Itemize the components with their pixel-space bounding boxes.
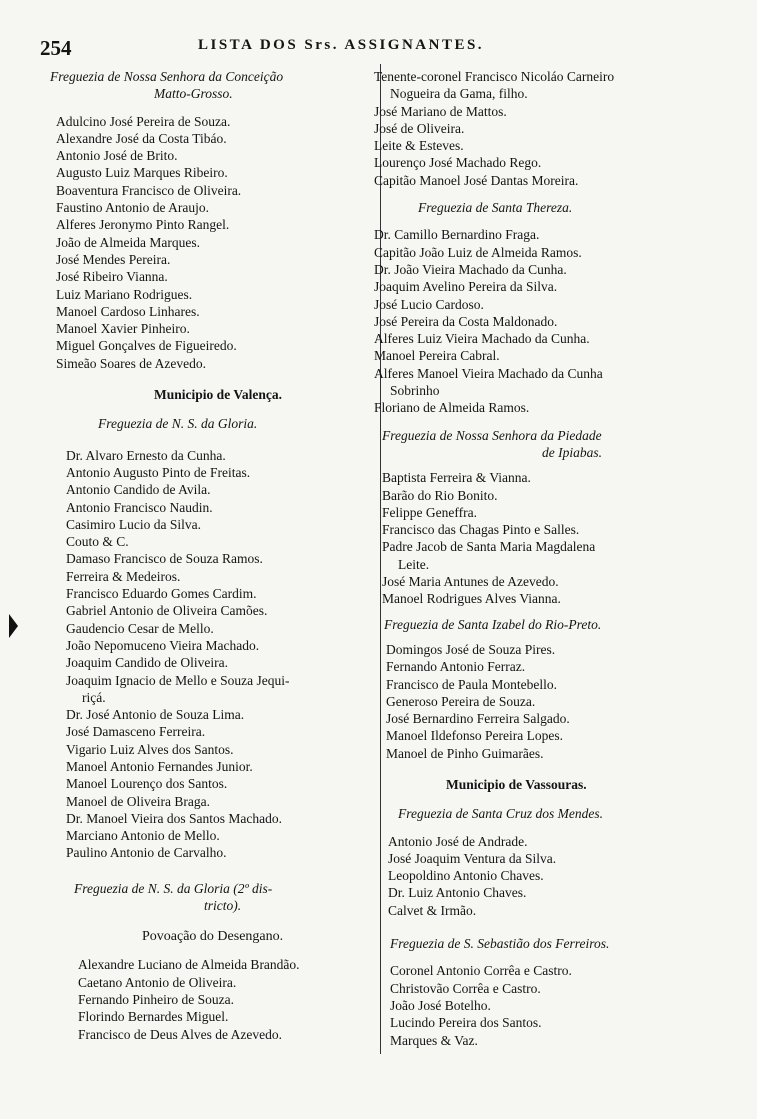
- subscriber-entry: Capitão Manoel José Dantas Moreira.: [374, 172, 579, 188]
- section-title: Freguezia de Nossa Senhora da Piedade: [382, 427, 602, 443]
- page-number: 254: [40, 36, 72, 60]
- subscriber-entry: José Mendes Pereira.: [56, 251, 171, 267]
- povoacao-heading: Povoação do Desengano.: [142, 929, 284, 945]
- subscriber-entry: Caetano Antonio de Oliveira.: [78, 974, 237, 990]
- subscriber-entry: Manoel de Pinho Guimarães.: [386, 745, 544, 761]
- subscriber-entry: Gabriel Antonio de Oliveira Camões.: [66, 603, 268, 619]
- subscriber-entry: Domingos José de Souza Pires.: [386, 641, 556, 657]
- section-title-cont: de Ipiabas.: [542, 444, 602, 460]
- subscriber-entry: Joaquim Candido de Oliveira.: [66, 655, 228, 671]
- subscriber-entry: Fernando Pinheiro de Souza.: [78, 991, 234, 1007]
- subscriber-entry: Fernando Antonio Ferraz.: [386, 659, 526, 675]
- section-title: Freguezia de N. S. da Gloria (2º dis-: [74, 880, 273, 896]
- subscriber-entry: Manoel Ildefonso Pereira Lopes.: [386, 728, 563, 744]
- subscriber-entry: José Mariano de Mattos.: [374, 103, 507, 119]
- subscriber-entry: Luiz Mariano Rodrigues.: [56, 286, 193, 302]
- margin-marker: [9, 614, 18, 638]
- subscriber-entry: José Ribeiro Vianna.: [56, 269, 168, 285]
- subscriber-entry: Dr. Manoel Vieira dos Santos Machado.: [66, 810, 283, 826]
- subscriber-entry: Leite.: [398, 556, 430, 572]
- subscriber-entry: Leite & Esteves.: [374, 138, 464, 154]
- subscriber-entry: Dr. Camillo Bernardino Fraga.: [374, 227, 540, 243]
- subscriber-entry: Dr. João Vieira Machado da Cunha.: [374, 261, 567, 277]
- subscriber-entry: Tenente-coronel Francisco Nicoláo Carneiro: [374, 69, 615, 84]
- subscriber-entry: Marques & Vaz.: [390, 1032, 478, 1048]
- name-list: [374, 226, 704, 416]
- subscriber-entry: José Bernardino Ferreira Salgado.: [386, 711, 570, 727]
- subscriber-entry: Gaudencio Cesar de Mello.: [66, 620, 214, 636]
- subscriber-entry: riçá.: [82, 689, 106, 705]
- subscriber-entry: João Nepomuceno Vieira Machado.: [66, 637, 260, 653]
- subscriber-entry: Dr. Luiz Antonio Chaves.: [388, 885, 527, 901]
- subscriber-entry: Manoel Antonio Fernandes Junior.: [66, 758, 253, 774]
- section-title: Freguezia de Nossa Senhora da Conceição: [50, 69, 284, 84]
- subscriber-entry: Leopoldino Antonio Chaves.: [388, 868, 544, 884]
- municipio-heading: Municipio de Vassouras.: [446, 776, 587, 792]
- subscriber-entry: Manoel Rodrigues Alves Vianna.: [382, 591, 561, 607]
- subscriber-entry: Marciano Antonio de Mello.: [66, 828, 220, 844]
- subscriber-entry: Baptista Ferreira & Vianna.: [382, 470, 531, 486]
- subscriber-entry: Antonio Francisco Naudin.: [66, 499, 213, 515]
- subscriber-entry: Francisco de Paula Montebello.: [386, 676, 557, 692]
- subscriber-entry: Florindo Bernardes Miguel.: [78, 1009, 229, 1025]
- subscriber-entry: Ferreira & Medeiros.: [66, 568, 181, 584]
- subscriber-entry: Manoel Lourenço dos Santos.: [66, 776, 228, 792]
- subscriber-entry: Generoso Pereira de Souza.: [386, 693, 536, 709]
- subscriber-entry: João de Almeida Marques.: [56, 234, 200, 250]
- subscriber-entry: Paulino Antonio de Carvalho.: [66, 845, 227, 861]
- section-title-cont: tricto).: [204, 898, 242, 914]
- subscriber-entry: Nogueira da Gama, filho.: [390, 86, 528, 102]
- subscriber-entry: Christovão Corrêa e Castro.: [390, 980, 541, 996]
- section-title: Freguezia de Santa Cruz dos Mendes.: [398, 806, 603, 822]
- left-column: [50, 68, 380, 1043]
- subscriber-entry: José Maria Antunes de Azevedo.: [382, 574, 559, 590]
- subscriber-entry: Francisco de Deus Alves de Azevedo.: [78, 1026, 282, 1042]
- subscriber-entry: Manoel de Oliveira Braga.: [66, 793, 210, 809]
- subscriber-entry: Alferes Jeronymo Pinto Rangel.: [56, 217, 230, 233]
- section-title: Freguezia de Santa Izabel do Rio-Preto.: [384, 616, 602, 632]
- subscriber-entry: Lucindo Pereira dos Santos.: [390, 1015, 542, 1031]
- subscriber-entry: Dr. José Antonio de Souza Lima.: [66, 707, 245, 723]
- section-title: Freguezia de Santa Thereza.: [418, 200, 573, 216]
- subscriber-entry: Antonio José de Brito.: [56, 148, 178, 164]
- subscriber-entry: Manoel Pereira Cabral.: [374, 348, 500, 364]
- subscriber-entry: José Pereira da Costa Maldonado.: [374, 313, 558, 329]
- name-list: [56, 113, 380, 372]
- subscriber-entry: Alferes Luiz Vieira Machado da Cunha.: [374, 331, 590, 347]
- subscriber-entry: Dr. Alvaro Ernesto da Cunha.: [66, 447, 226, 463]
- subscriber-entry: Casimiro Lucio da Silva.: [66, 516, 201, 532]
- name-list: [374, 833, 704, 919]
- subscriber-entry: Antonio Candido de Avila.: [66, 482, 211, 498]
- municipio-heading: Municipio de Valença.: [154, 387, 282, 403]
- subscriber-entry: Sobrinho: [390, 383, 440, 399]
- subscriber-entry: José Lucio Cardoso.: [374, 296, 484, 312]
- subscriber-entry: Faustino Antonio de Araujo.: [56, 200, 209, 216]
- subscriber-entry: Coronel Antonio Corrêa e Castro.: [390, 963, 572, 979]
- subscriber-entry: Felippe Geneffra.: [382, 504, 477, 520]
- subscriber-entry: Vigario Luiz Alves dos Santos.: [66, 741, 234, 757]
- subscriber-entry: Antonio Augusto Pinto de Freitas.: [66, 464, 251, 480]
- name-list: [374, 68, 704, 189]
- section-title-cont: Matto-Grosso.: [154, 86, 233, 102]
- subscriber-entry: Francisco Eduardo Gomes Cardim.: [66, 586, 257, 602]
- section-title: Freguezia de S. Sebastião dos Ferreiros.: [390, 936, 610, 952]
- subscriber-entry: João José Botelho.: [390, 997, 491, 1013]
- subscriber-entry: Alexandre José da Costa Tibáo.: [56, 130, 227, 146]
- subscriber-entry: José Damasceno Ferreira.: [66, 724, 206, 740]
- subscriber-entry: Floriano de Almeida Ramos.: [374, 400, 530, 416]
- subscriber-entry: Boaventura Francisco de Oliveira.: [56, 182, 242, 198]
- subscriber-entry: Joaquim Avelino Pereira da Silva.: [374, 279, 558, 295]
- name-list: [56, 447, 380, 862]
- name-list: [56, 956, 380, 1042]
- subscriber-entry: Lourenço José Machado Rego.: [374, 155, 542, 171]
- subscriber-entry: Miguel Gonçalves de Figueiredo.: [56, 338, 237, 354]
- subscriber-entry: Joaquim Ignacio de Mello e Souza Jequi-: [66, 672, 290, 688]
- subscriber-entry: Simeão Soares de Azevedo.: [56, 355, 206, 371]
- subscriber-entry: Alferes Manoel Vieira Machado da Cunha: [374, 365, 603, 381]
- subscriber-entry: Damaso Francisco de Souza Ramos.: [66, 551, 263, 567]
- subscriber-entry: José de Oliveira.: [374, 120, 465, 136]
- name-list: [374, 469, 704, 607]
- subscriber-entry: Alexandre Luciano de Almeida Brandão.: [78, 957, 300, 973]
- subscriber-entry: José Joaquim Ventura da Silva.: [388, 850, 557, 866]
- subscriber-entry: Manoel Cardoso Linhares.: [56, 303, 200, 319]
- subscriber-entry: Couto & C.: [66, 534, 129, 550]
- right-column: [374, 68, 704, 1049]
- running-title: LISTA DOS Srs. ASSIGNANTES.: [198, 37, 485, 53]
- subscriber-entry: Antonio José de Andrade.: [388, 833, 528, 849]
- subscriber-entry: Augusto Luiz Marques Ribeiro.: [56, 165, 228, 181]
- subscriber-entry: Padre Jacob de Santa Maria Magdalena: [382, 539, 596, 555]
- subscriber-entry: Manoel Xavier Pinheiro.: [56, 321, 190, 337]
- subscriber-entry: Adulcino José Pereira de Souza.: [56, 113, 231, 129]
- section-title: Freguezia de N. S. da Gloria.: [98, 416, 258, 432]
- subscriber-entry: Calvet & Irmão.: [388, 902, 477, 918]
- subscriber-entry: Barão do Rio Bonito.: [382, 487, 498, 503]
- subscriber-entry: Francisco das Chagas Pinto e Salles.: [382, 522, 580, 538]
- subscriber-entry: Capitão João Luiz de Almeida Ramos.: [374, 244, 582, 260]
- name-list: [374, 641, 704, 762]
- name-list: [374, 962, 704, 1048]
